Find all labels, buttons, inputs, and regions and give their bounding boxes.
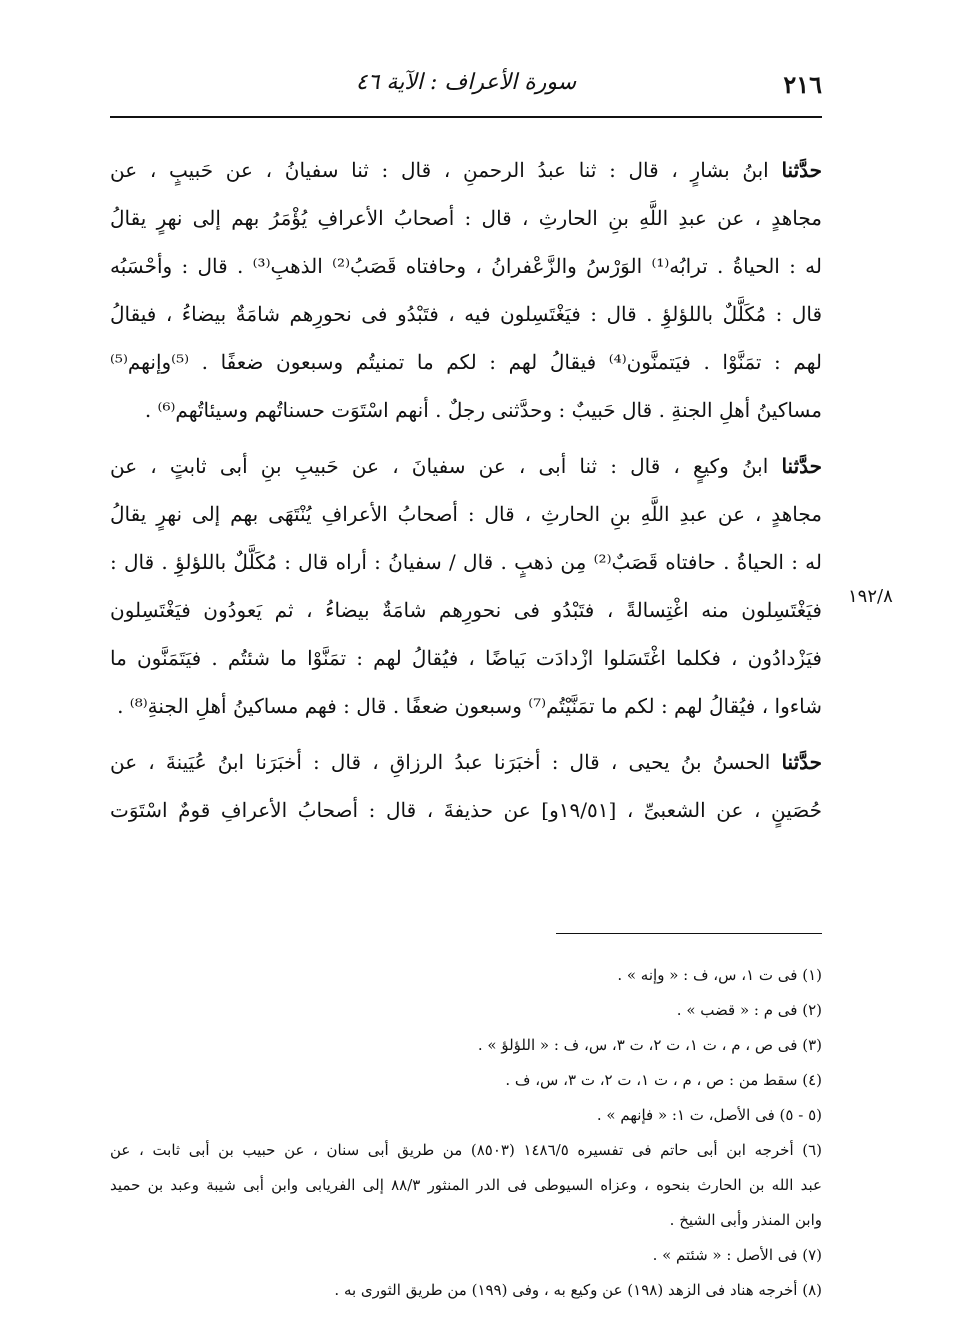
footnote: (٦) أخرجه ابن أبى حاتم فى تفسيره ١٤٨٦/٥ (٨٥٠٣) من طريق أبى سنان ، عن حبيب بن أبى ثابت ، عن [110, 1141, 822, 1159]
text-line: قال : مُكَلَّلٌ باللؤلؤِ . قال : فيَغْتَسِلون فيه ، فتَبْدُو فى نحورِهم شامَةٌ بيضاءُ ، فيقالُ [110, 302, 822, 326]
text-line: شاءوا ، فيُقالُ لهم : لكم ما تمَنَّيْتُم⁽⁷⁾ وسبعون ضعفًا . قال : فهم مساكينُ أهلِ الجنةِ⁽⁸⁾ . [117, 694, 822, 718]
text-line: مجاهدٍ ، عن عبدِ اللَّهِ بنِ الحارثِ ، قال : أصحابُ الأعرافِ يُنْتَهَى بهم إلى نهرٍ يقالُ [110, 502, 822, 526]
header-rule [110, 116, 822, 118]
narration-lead: حدَّثنا [781, 454, 822, 478]
text-line: له : الحياةُ . ترابُه⁽¹⁾ الوَرْسُ والزَّعْفرانُ ، وحافتاه قَصَبُ⁽²⁾ الذهبِ⁽³⁾ . قال : وأحْسَبُه [110, 254, 822, 278]
text-line: فيَزْدادُون ، فكلما اغْتَسَلوا ازْدادَت بَياضًا ، فيُقالُ لهم : تمَنَّوْا ما شئتُم . فيَتَمَنَّون ما [110, 646, 822, 670]
footnote: (١) فى ت ١، س، ف : « وإنه » . [617, 966, 822, 984]
text-line: حدَّثنا ابنُ وكيعٍ ، قال : ثنا أبى ، عن سفيانَ ، عن حَبيبِ بنِ أبى ثابتٍ ، عن [110, 454, 822, 478]
text-line: لهم : تمَنَّوْا . فيَتمنَّون⁽⁴⁾ فيقالُ لهم : لكم ما تمنيتُم وسبعون ضعفًا . ⁽⁵⁾وإنهم⁽⁵⁾ [110, 350, 822, 374]
text-line: فيَغْتَسِلون منه اغْتِسالةً ، فتَبْدُو فى نحورِهم شامَةٌ بيضاءُ ، ثم يَعودُون فيَغْتَسِلون [110, 598, 822, 622]
text-line: حُصَينٍ ، عن الشعبىِّ ، [١٩/٥١و] عن حذيفةَ ، قال : أصحابُ الأعرافِ قومٌ اسْتَوَت [110, 798, 822, 822]
running-title: سورة الأعراف : الآية ٤٦ [355, 70, 577, 95]
footnote: (٧) فى الأصل : « شئتم » . [652, 1246, 822, 1264]
hadith-paragraph [110, 442, 822, 730]
page-number: ٢١٦ [783, 70, 822, 99]
footnote: (٤) سقط من : ص ، م ، ت ١، ت ٢، ت ٣، س، ف . [505, 1071, 822, 1089]
footnote: (٢) فى م : « قضب » . [676, 1001, 822, 1019]
text-line: حدَّثنا ابنُ بشارٍ ، قال : ثنا عبدُ الرحمنِ ، قال : ثنا سفيانُ ، عن حَبيبٍ ، عن [110, 158, 822, 182]
page-header [110, 66, 822, 106]
hadith-paragraph [110, 146, 822, 434]
footnotes [110, 958, 822, 1308]
footnote: (٨) أخرجه هناد فى الزهد (١٩٨) عن وكيع به ، وفى (١٩٩) من طريق الثورى به . [334, 1281, 822, 1299]
narration-lead: حدَّثنا [781, 750, 822, 774]
main-text [110, 146, 822, 842]
hadith-paragraph [110, 738, 822, 834]
text-line: مساكينُ أهلِ الجنةِ . قال حَبيبٌ : وحدَّثنى رجلٌ . أنهم اسْتَوَت حسناتُهم وسيئاتُهم⁽⁶⁾ . [144, 398, 822, 422]
footnote-rule [556, 933, 822, 934]
footnote-continuation: وابن المنذر وأبى الشيخ . [669, 1211, 822, 1229]
narration-lead: حدَّثنا [781, 158, 822, 182]
text-line: له : الحياةُ . حافتاه قَصَبٌ⁽²⁾ مِن ذهبٍ . قال / سفيانُ : أراه قال : مُكَلَّلٌ باللؤلؤِ . قال : [110, 550, 822, 574]
footnote: (٣) فى ص ، م ، ت ١، ت ٢، ت ٣، س، ف : « اللؤلؤ » . [477, 1036, 822, 1054]
footnote: (٥ - ٥) فى الأصل، ت ١: « فإنهم » . [596, 1106, 822, 1124]
text-line: حدَّثنا الحسنُ بنُ يحيى ، قال : أخبَرَنا عبدُ الرزاقِ ، قال : أخبَرَنا ابنُ عُيَينةَ ، عن [110, 750, 822, 774]
text-line: مجاهدٍ ، عن عبدِ اللَّهِ بنِ الحارثِ ، قال : أصحابُ الأعرافِ يُؤْمَرُ بهم إلى نهرٍ يقالُ [110, 206, 822, 230]
footnote-continuation: عبد الله بن الحارث بنحوه ، وعزاه السيوطى فى الدر المنثور ٨٨/٣ إلى الفريابى وابن أبى شيبة وعبد بن حميد [110, 1176, 822, 1194]
margin-reference: ١٩٢/٨ [848, 586, 893, 607]
